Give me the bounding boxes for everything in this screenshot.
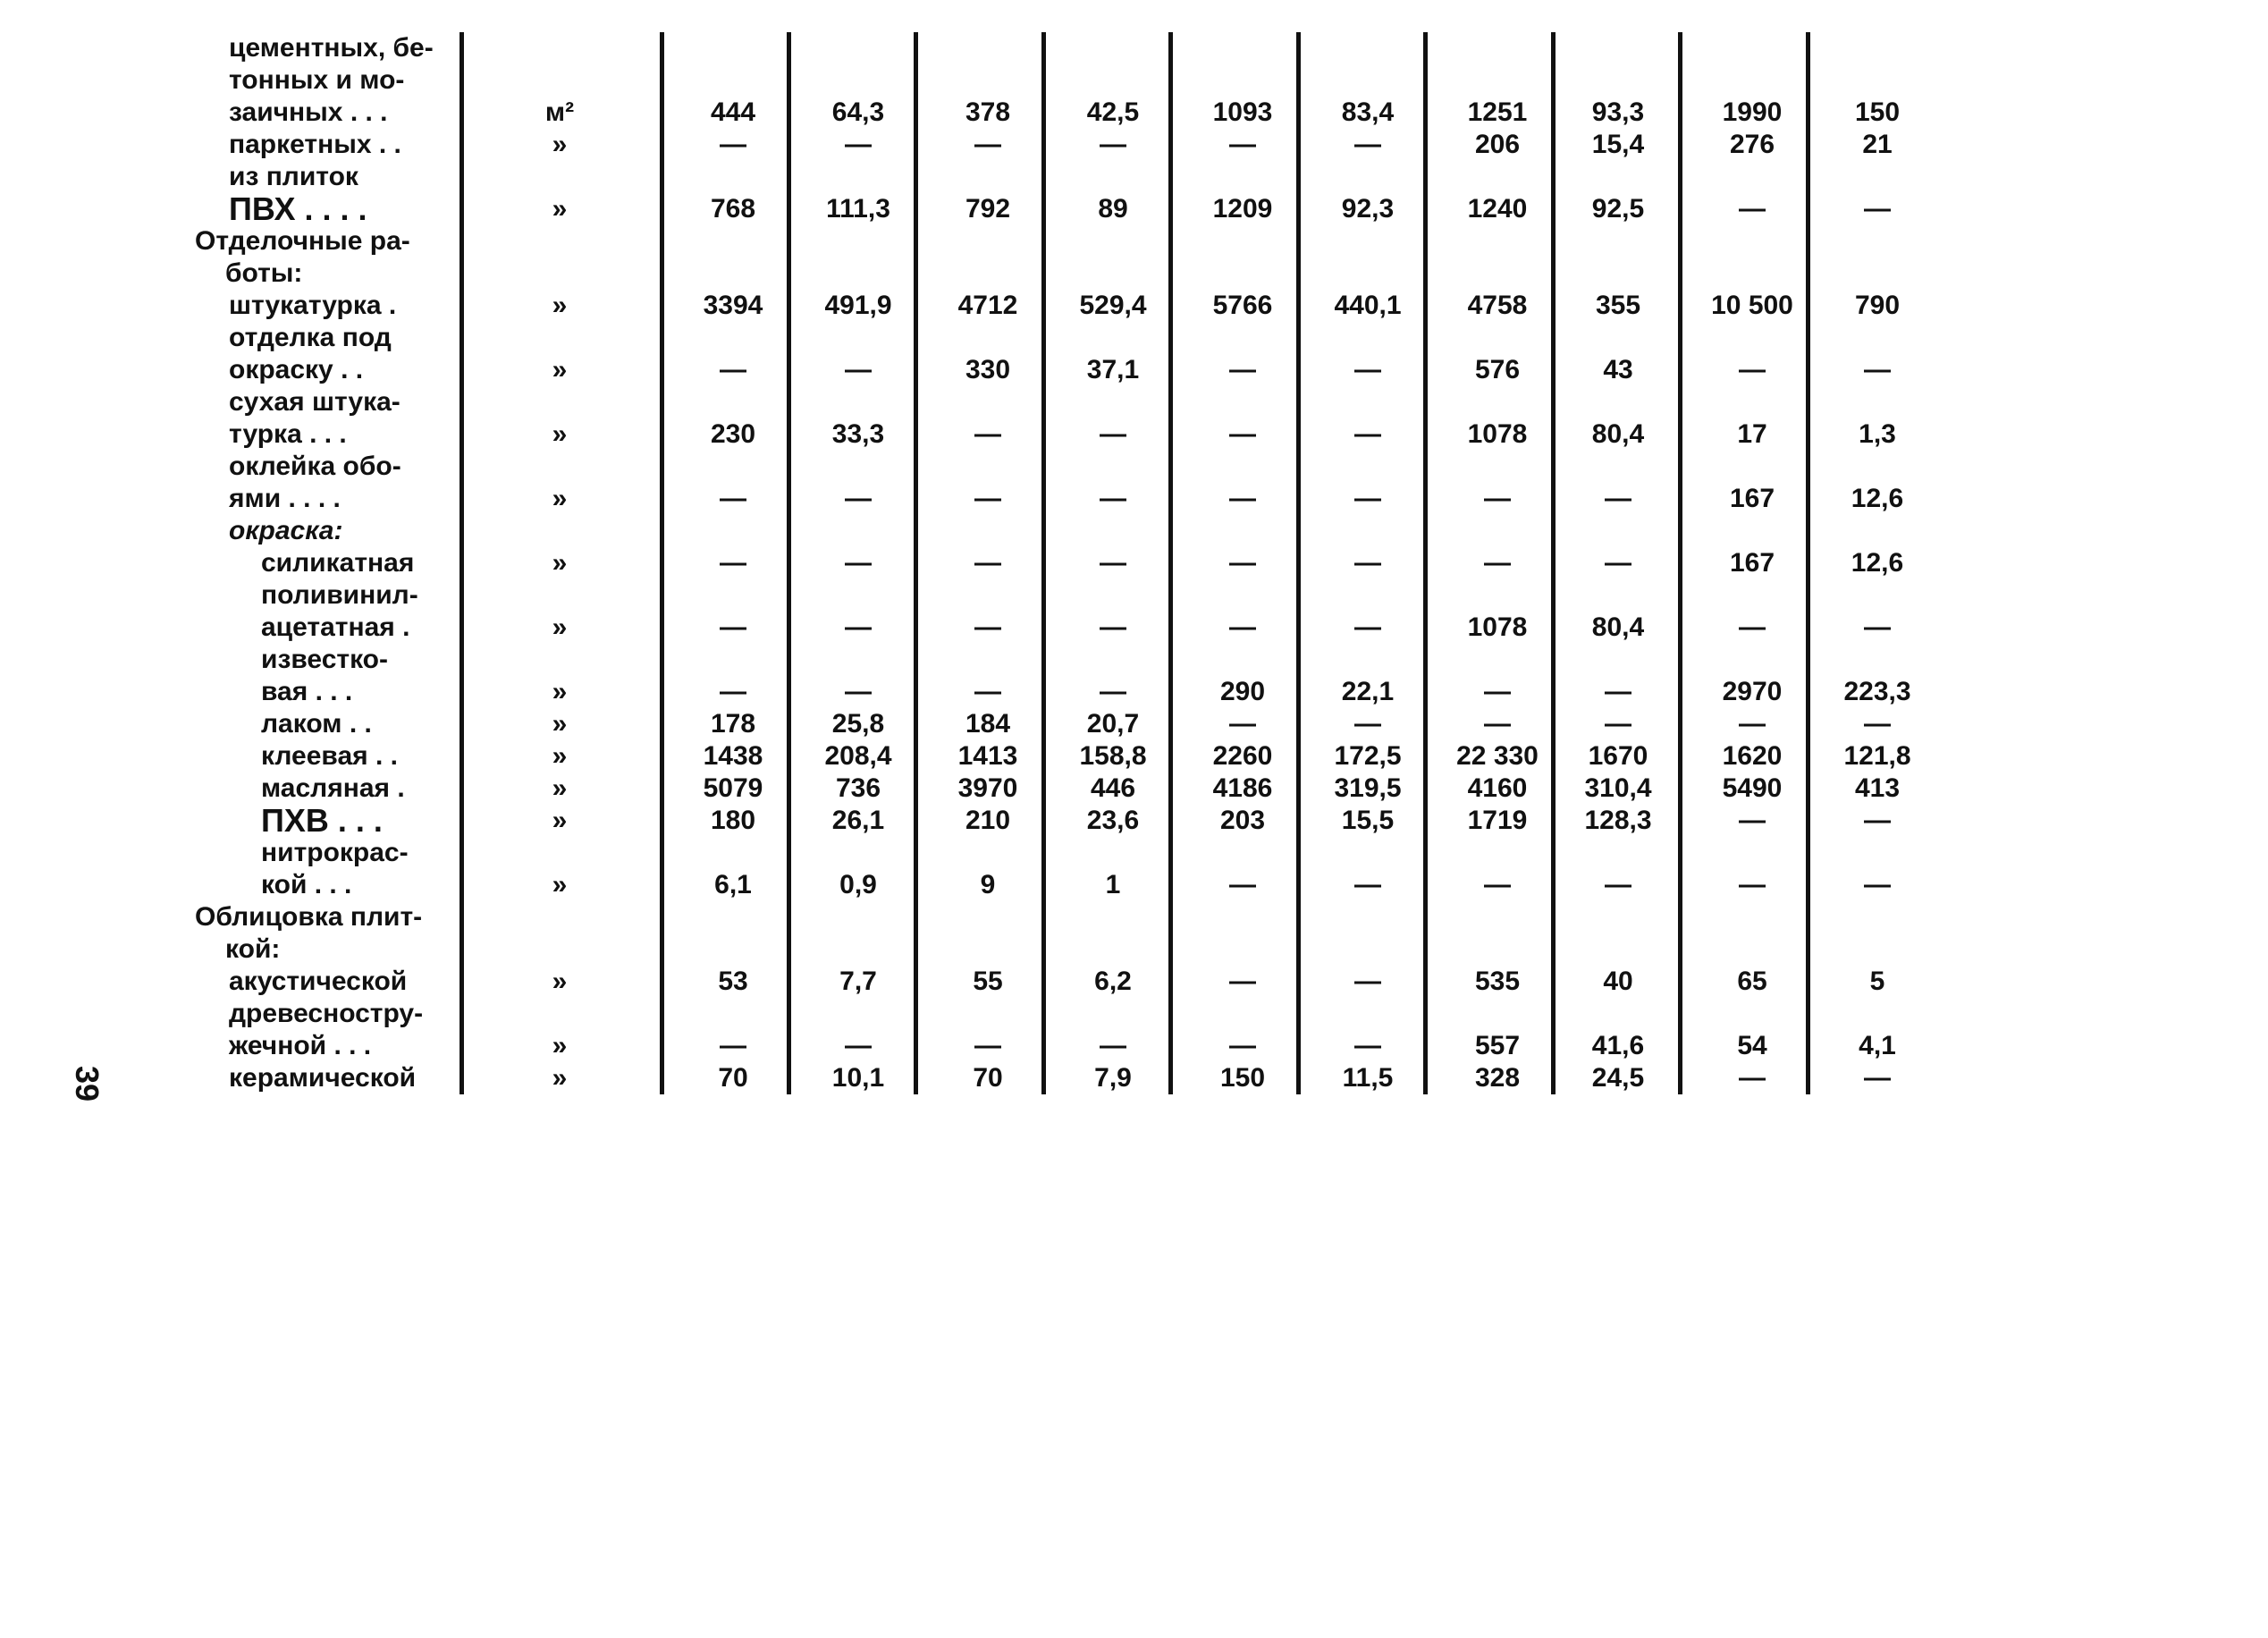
table-cell: 413 bbox=[1854, 773, 1901, 803]
table-cell: 172,5 bbox=[1334, 741, 1402, 771]
table-row bbox=[0, 451, 2268, 483]
table-cell: 158,8 bbox=[1079, 741, 1147, 771]
table-row bbox=[0, 644, 2268, 676]
table-row bbox=[0, 129, 2268, 161]
table-cell: 54 bbox=[1737, 1031, 1767, 1060]
table-cell: — bbox=[1354, 419, 1381, 449]
table-cell: — bbox=[1100, 548, 1126, 578]
table-row bbox=[0, 547, 2268, 579]
table-cell: 5766 bbox=[1212, 291, 1273, 320]
table-cell: — bbox=[1229, 130, 1256, 159]
table-cell: 557 bbox=[1474, 1031, 1521, 1060]
table-cell: — bbox=[720, 484, 746, 513]
table-cell: 1620 bbox=[1722, 741, 1783, 771]
table-cell: 736 bbox=[835, 773, 881, 803]
table-cell: — bbox=[1229, 709, 1256, 739]
table-cell: 378 bbox=[965, 97, 1011, 127]
table-cell: — bbox=[1605, 484, 1631, 513]
table-cell: — bbox=[720, 1031, 746, 1060]
table-cell: 150 bbox=[1219, 1063, 1266, 1093]
table-cell: 92,3 bbox=[1341, 194, 1395, 224]
row-label: нитрокрас- bbox=[261, 838, 409, 867]
table-row bbox=[0, 676, 2268, 708]
table-row bbox=[0, 322, 2268, 354]
table-cell: — bbox=[845, 484, 872, 513]
row-label: ПХВ . . . bbox=[261, 802, 383, 839]
table-row bbox=[0, 901, 2268, 933]
table-cell: — bbox=[974, 484, 1001, 513]
row-label: лаком . . bbox=[261, 709, 372, 739]
table-row bbox=[0, 802, 2268, 839]
table-cell: 11,5 bbox=[1342, 1063, 1394, 1093]
table-cell: 15,5 bbox=[1341, 806, 1395, 835]
table-cell: 768 bbox=[710, 194, 756, 224]
row-unit: » bbox=[552, 806, 568, 835]
table-cell: — bbox=[720, 130, 746, 159]
table-cell: 111,3 bbox=[826, 194, 890, 224]
table-cell: 4160 bbox=[1467, 773, 1528, 803]
table-cell: — bbox=[1100, 130, 1126, 159]
row-unit: » bbox=[552, 419, 568, 449]
table-cell: 92,5 bbox=[1591, 194, 1645, 224]
table-cell: 41,6 bbox=[1591, 1031, 1645, 1060]
row-unit: » bbox=[552, 1063, 568, 1093]
table-cell: — bbox=[1354, 967, 1381, 996]
table-cell: 319,5 bbox=[1334, 773, 1402, 803]
table-cell: 10 500 bbox=[1711, 291, 1793, 320]
table-cell: 1719 bbox=[1467, 806, 1528, 835]
row-label: цементных, бе- bbox=[229, 33, 434, 63]
row-label: ацетатная . bbox=[261, 612, 410, 642]
table-cell: 12,6 bbox=[1851, 548, 1904, 578]
table-cell: 178 bbox=[710, 709, 756, 739]
table-cell: 529,4 bbox=[1079, 291, 1147, 320]
table-cell: 2970 bbox=[1722, 677, 1783, 706]
table-row bbox=[0, 418, 2268, 451]
table-cell: 25,8 bbox=[831, 709, 885, 739]
table-cell: 37,1 bbox=[1086, 355, 1140, 384]
table-cell: 0,9 bbox=[839, 870, 877, 899]
table-cell: — bbox=[845, 355, 872, 384]
table-cell: 65 bbox=[1737, 967, 1767, 996]
table-cell: 206 bbox=[1474, 130, 1521, 159]
row-unit: » bbox=[552, 741, 568, 771]
table-cell: 290 bbox=[1219, 677, 1266, 706]
row-label: Отделочные ра- bbox=[195, 226, 410, 256]
table-row bbox=[0, 966, 2268, 998]
table-cell: 3970 bbox=[957, 773, 1018, 803]
table-cell: — bbox=[1484, 548, 1511, 578]
table-cell: — bbox=[1605, 870, 1631, 899]
table-cell: 150 bbox=[1854, 97, 1901, 127]
table-cell: — bbox=[1229, 548, 1256, 578]
table-cell: 790 bbox=[1854, 291, 1901, 320]
table-cell: 33,3 bbox=[831, 419, 885, 449]
table-cell: — bbox=[1100, 612, 1126, 642]
table-cell: — bbox=[1739, 1063, 1766, 1093]
table-cell: 1251 bbox=[1467, 97, 1528, 127]
table-cell: 310,4 bbox=[1584, 773, 1652, 803]
row-label: ями . . . . bbox=[229, 484, 341, 513]
table-cell: — bbox=[974, 130, 1001, 159]
table-cell: — bbox=[974, 1031, 1001, 1060]
table-cell: — bbox=[1229, 419, 1256, 449]
table-row bbox=[0, 1030, 2268, 1062]
table-row bbox=[0, 161, 2268, 193]
table-cell: 440,1 bbox=[1334, 291, 1402, 320]
table-cell: 26,1 bbox=[831, 806, 885, 835]
table-cell: — bbox=[1354, 870, 1381, 899]
table-cell: — bbox=[1864, 355, 1891, 384]
row-label: турка . . . bbox=[229, 419, 347, 449]
table-cell: — bbox=[1739, 709, 1766, 739]
page-number: 39 bbox=[69, 1066, 105, 1102]
table-cell: — bbox=[1100, 677, 1126, 706]
row-label: штукатурка . bbox=[229, 291, 397, 320]
row-label: сухая штука- bbox=[229, 387, 400, 417]
table-cell: — bbox=[1484, 709, 1511, 739]
table-cell: — bbox=[1739, 612, 1766, 642]
table-cell: 203 bbox=[1219, 806, 1266, 835]
table-cell: 80,4 bbox=[1591, 419, 1645, 449]
table-cell: — bbox=[1739, 355, 1766, 384]
table-cell: 23,6 bbox=[1086, 806, 1140, 835]
row-unit: » bbox=[552, 291, 568, 320]
row-unit: м² bbox=[544, 97, 575, 127]
table-cell: 24,5 bbox=[1591, 1063, 1645, 1093]
row-unit: » bbox=[552, 612, 568, 642]
table-row bbox=[0, 483, 2268, 515]
table-row bbox=[0, 708, 2268, 740]
row-label: ПВХ . . . . bbox=[229, 190, 367, 227]
row-label: поливинил- bbox=[261, 580, 418, 610]
table-cell: — bbox=[1864, 612, 1891, 642]
table-row bbox=[0, 258, 2268, 290]
table-cell: 792 bbox=[965, 194, 1011, 224]
table-cell: 53 bbox=[718, 967, 748, 996]
row-label: известко- bbox=[261, 645, 389, 674]
table-cell: 22,1 bbox=[1341, 677, 1395, 706]
table-cell: 4758 bbox=[1467, 291, 1528, 320]
table-cell: 223,3 bbox=[1843, 677, 1911, 706]
table-cell: 89 bbox=[1098, 194, 1128, 224]
table-cell: 1413 bbox=[957, 741, 1018, 771]
table-cell: — bbox=[1100, 419, 1126, 449]
table-row bbox=[0, 354, 2268, 386]
row-label: оклейка обо- bbox=[229, 452, 401, 481]
table-cell: 1078 bbox=[1467, 612, 1528, 642]
table-cell: 4186 bbox=[1212, 773, 1273, 803]
table-cell: 5490 bbox=[1722, 773, 1783, 803]
row-unit: » bbox=[552, 355, 568, 384]
table-cell: — bbox=[974, 419, 1001, 449]
row-unit: » bbox=[552, 773, 568, 803]
table-cell: 64,3 bbox=[831, 97, 885, 127]
table-cell: — bbox=[1739, 194, 1766, 224]
row-label: жечной . . . bbox=[229, 1031, 372, 1060]
table-cell: — bbox=[1484, 677, 1511, 706]
row-unit: » bbox=[552, 967, 568, 996]
row-label: кой: bbox=[225, 934, 281, 964]
row-unit: » bbox=[552, 484, 568, 513]
table-cell: — bbox=[1739, 870, 1766, 899]
table-cell: 5 bbox=[1869, 967, 1885, 996]
table-cell: 180 bbox=[710, 806, 756, 835]
table-cell: 7,7 bbox=[839, 967, 877, 996]
table-cell: 1240 bbox=[1467, 194, 1528, 224]
table-cell: 55 bbox=[973, 967, 1003, 996]
table-cell: — bbox=[1354, 548, 1381, 578]
table-row bbox=[0, 869, 2268, 901]
table-cell: 276 bbox=[1729, 130, 1775, 159]
table-row bbox=[0, 933, 2268, 966]
row-label: паркетных . . bbox=[229, 130, 401, 159]
row-label: вая . . . bbox=[261, 677, 353, 706]
table-cell: — bbox=[1354, 484, 1381, 513]
table-cell: 444 bbox=[710, 97, 756, 127]
row-label: масляная . bbox=[261, 773, 405, 803]
table-row bbox=[0, 97, 2268, 129]
table-cell: — bbox=[1354, 355, 1381, 384]
row-unit: » bbox=[552, 1031, 568, 1060]
row-unit: » bbox=[552, 709, 568, 739]
row-label: кой . . . bbox=[261, 870, 352, 899]
table-cell: 1209 bbox=[1212, 194, 1273, 224]
table-cell: 1990 bbox=[1722, 97, 1783, 127]
table-cell: — bbox=[845, 548, 872, 578]
table-row bbox=[0, 1062, 2268, 1094]
table-row bbox=[0, 740, 2268, 773]
table-cell: 15,4 bbox=[1591, 130, 1645, 159]
table-cell: 17 bbox=[1737, 419, 1767, 449]
table-cell: 6,1 bbox=[714, 870, 752, 899]
table-cell: 7,9 bbox=[1094, 1063, 1132, 1093]
table-row bbox=[0, 579, 2268, 612]
table-cell: 535 bbox=[1474, 967, 1521, 996]
table-cell: — bbox=[1484, 870, 1511, 899]
table-cell: 491,9 bbox=[824, 291, 892, 320]
table-cell: 184 bbox=[965, 709, 1011, 739]
table-cell: — bbox=[1229, 1031, 1256, 1060]
table-cell: 93,3 bbox=[1591, 97, 1645, 127]
table-row bbox=[0, 998, 2268, 1030]
table-cell: 70 bbox=[973, 1063, 1003, 1093]
table-cell: — bbox=[845, 677, 872, 706]
table-row bbox=[0, 225, 2268, 258]
table-cell: 83,4 bbox=[1341, 97, 1395, 127]
table-cell: — bbox=[1354, 709, 1381, 739]
table-cell: 4712 bbox=[957, 291, 1018, 320]
table-cell: 3394 bbox=[703, 291, 763, 320]
table-cell: 210 bbox=[965, 806, 1011, 835]
table-row bbox=[0, 64, 2268, 97]
table-cell: 128,3 bbox=[1584, 806, 1652, 835]
row-unit: » bbox=[552, 677, 568, 706]
table-cell: — bbox=[1229, 612, 1256, 642]
table-cell: 6,2 bbox=[1094, 967, 1132, 996]
table-cell: 9 bbox=[980, 870, 996, 899]
table-cell: 80,4 bbox=[1591, 612, 1645, 642]
table-cell: — bbox=[1229, 967, 1256, 996]
table-cell: 42,5 bbox=[1086, 97, 1140, 127]
table-cell: 1078 bbox=[1467, 419, 1528, 449]
table-cell: — bbox=[1229, 484, 1256, 513]
table-cell: — bbox=[1605, 548, 1631, 578]
table-row bbox=[0, 612, 2268, 644]
table-cell: 1438 bbox=[703, 741, 763, 771]
row-unit: » bbox=[552, 130, 568, 159]
table-cell: — bbox=[1100, 1031, 1126, 1060]
table-cell: — bbox=[1864, 1063, 1891, 1093]
row-unit: » bbox=[552, 194, 568, 224]
table-cell: 121,8 bbox=[1843, 741, 1911, 771]
table-cell: — bbox=[1864, 709, 1891, 739]
table-cell: 2260 bbox=[1212, 741, 1273, 771]
table-cell: 208,4 bbox=[824, 741, 892, 771]
table-row bbox=[0, 515, 2268, 547]
table-cell: 330 bbox=[965, 355, 1011, 384]
table-cell: 446 bbox=[1090, 773, 1136, 803]
table-cell: 1093 bbox=[1212, 97, 1273, 127]
row-label: Облицовка плит- bbox=[195, 902, 423, 932]
row-label: окраску . . bbox=[229, 355, 364, 384]
table-cell: — bbox=[1354, 612, 1381, 642]
table-cell: — bbox=[720, 677, 746, 706]
table-row bbox=[0, 837, 2268, 869]
table-cell: — bbox=[720, 355, 746, 384]
table-cell: — bbox=[720, 612, 746, 642]
table-cell: 20,7 bbox=[1086, 709, 1140, 739]
table-cell: 70 bbox=[718, 1063, 748, 1093]
table-cell: 10,1 bbox=[831, 1063, 885, 1093]
row-label: силикатная bbox=[261, 548, 415, 578]
table-cell: 43 bbox=[1603, 355, 1633, 384]
row-label: акустической bbox=[229, 967, 408, 996]
table-cell: — bbox=[1864, 870, 1891, 899]
table-cell: — bbox=[845, 130, 872, 159]
table-cell: — bbox=[1100, 484, 1126, 513]
table-cell: 40 bbox=[1603, 967, 1633, 996]
table-cell: 1,3 bbox=[1859, 419, 1896, 449]
row-label: отделка под bbox=[229, 323, 392, 352]
row-label: клеевая . . bbox=[261, 741, 398, 771]
table-cell: — bbox=[1484, 484, 1511, 513]
table-cell: — bbox=[845, 612, 872, 642]
row-label: из плиток bbox=[229, 162, 358, 191]
table-row bbox=[0, 32, 2268, 64]
table-cell: — bbox=[1605, 677, 1631, 706]
table-cell: 5079 bbox=[703, 773, 763, 803]
table-cell: — bbox=[1864, 806, 1891, 835]
row-label: заичных . . . bbox=[229, 97, 388, 127]
row-label: тонных и мо- bbox=[229, 65, 405, 95]
table-cell: 21 bbox=[1862, 130, 1893, 159]
table-cell: 22 330 bbox=[1456, 741, 1539, 771]
table-cell: — bbox=[1739, 806, 1766, 835]
row-label: боты: bbox=[225, 258, 303, 288]
table-row bbox=[0, 773, 2268, 805]
table-cell: — bbox=[1354, 1031, 1381, 1060]
table-cell: — bbox=[1229, 870, 1256, 899]
table-cell: 167 bbox=[1729, 548, 1775, 578]
table-cell: — bbox=[845, 1031, 872, 1060]
table-cell: — bbox=[1229, 355, 1256, 384]
table-cell: 12,6 bbox=[1851, 484, 1904, 513]
table-cell: 1 bbox=[1105, 870, 1121, 899]
row-label: керамической bbox=[229, 1063, 417, 1093]
table-cell: — bbox=[974, 677, 1001, 706]
table-row bbox=[0, 190, 2268, 227]
table-cell: — bbox=[720, 548, 746, 578]
table-cell: — bbox=[974, 612, 1001, 642]
table-cell: 4,1 bbox=[1859, 1031, 1896, 1060]
row-label: окраска: bbox=[229, 516, 343, 545]
table-cell: 355 bbox=[1595, 291, 1641, 320]
table-cell: — bbox=[974, 548, 1001, 578]
table-cell: 167 bbox=[1729, 484, 1775, 513]
table-row bbox=[0, 290, 2268, 322]
table-cell: 230 bbox=[710, 419, 756, 449]
table-cell: — bbox=[1864, 194, 1891, 224]
table-cell: 328 bbox=[1474, 1063, 1521, 1093]
table-cell: — bbox=[1354, 130, 1381, 159]
table-cell: 576 bbox=[1474, 355, 1521, 384]
row-unit: » bbox=[552, 870, 568, 899]
table-cell: 1670 bbox=[1588, 741, 1648, 771]
row-label: древесностру- bbox=[229, 999, 424, 1028]
table-row bbox=[0, 386, 2268, 418]
table-cell: — bbox=[1605, 709, 1631, 739]
row-unit: » bbox=[552, 548, 568, 578]
